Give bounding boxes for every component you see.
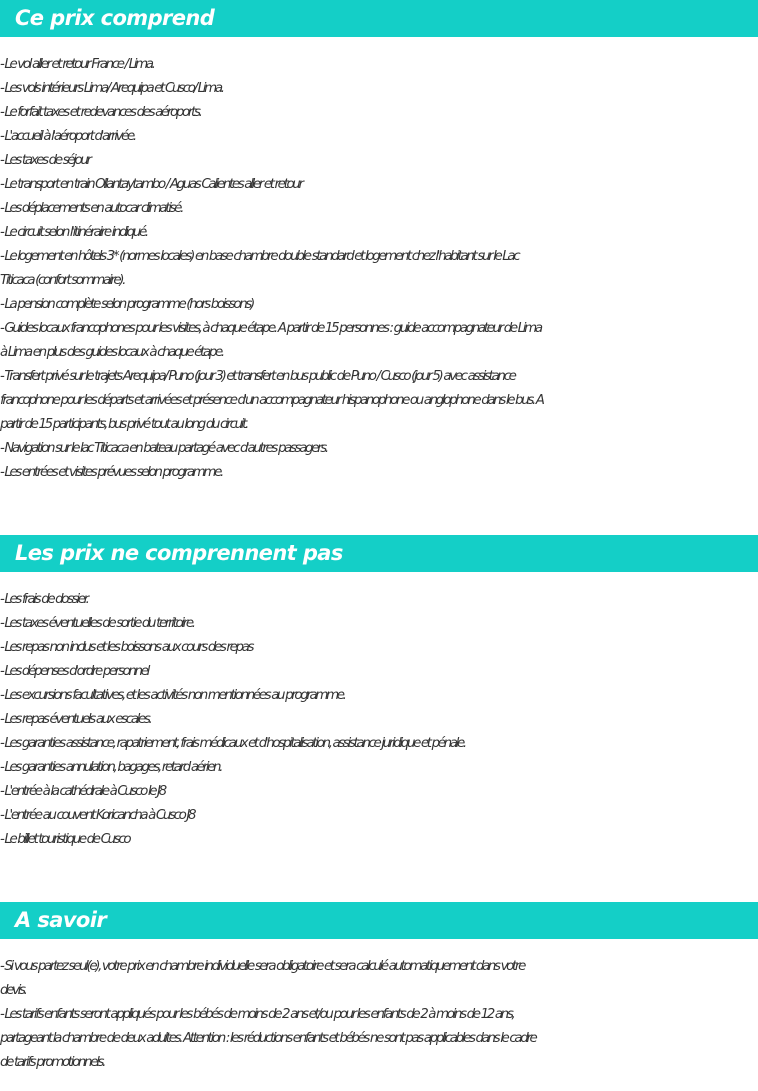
section-body — [0, 53, 758, 485]
list-item-continuation: Titicaca (confort sommaire). — [0, 273, 125, 288]
section-body — [0, 955, 758, 1075]
list-item: - L'entrée au couvent Koricancha à Cusco J8 — [0, 808, 195, 823]
list-item: - Les dépenses d'ordre personnel — [0, 664, 148, 679]
list-item: - Le transport en train Ollantaytambo / Aguas Calientes aller et retour — [0, 177, 302, 192]
list-item: - Les garanties assistance, rapatriement, frais médicaux et d'hospitalisation, assistance juridique et pénale. — [0, 736, 465, 751]
list-item: - Les excursions facultatives, et les activités non mentionnées au programme. — [0, 688, 345, 703]
list-item-continuation: partir de 15 participants, bus privé tout au long du circuit. — [0, 417, 247, 432]
list-item-continuation: francophone pour les départs et arrivées et présence d'un accompagnateur hispanophone ou anglophone dans le bus. A — [0, 393, 543, 408]
list-item: - Si vous partez seul(e), votre prix en chambre individuelle sera obligatoire et sera calculé automatiquement dans votre — [0, 959, 524, 974]
section-title: A savoir — [0, 902, 758, 939]
list-item: - Les déplacements en autocar climatisé. — [0, 201, 182, 216]
list-item: - Les tarifs enfants seront appliqués pour les bébés de moins de 2 ans et/ou pour les enfants de 2 à moins de 12 ans, — [0, 1007, 514, 1022]
list-item: - Le vol aller et retour France / Lima. — [0, 57, 154, 72]
list-item: - Les repas non inclus et les boissons aux cours des repas — [0, 640, 253, 655]
list-item-continuation: partageant la chambre de deux adultes. Attention : les réductions enfants et bébés ne sont pas applicables dans le cadre — [0, 1031, 536, 1046]
list-item: - Le forfait taxes et redevances des aéroports. — [0, 105, 201, 120]
list-item: - L'accueil à l'aéroport d'arrivée. — [0, 129, 135, 144]
list-item: - Les entrées et visites prévues selon programme. — [0, 465, 222, 480]
list-item-continuation: de tarifs promotionnels. — [0, 1055, 104, 1070]
list-item: - Les vols intérieurs Lima/ Arequipa et Cusco/ Lima. — [0, 81, 223, 96]
list-item: - Navigation sur le lac Titicaca en bateau partagé avec d'autres passagers. — [0, 441, 327, 456]
section-included — [0, 0, 758, 485]
list-item: - Les taxes de séjour — [0, 153, 90, 168]
section-good-to-know — [0, 902, 758, 1075]
list-item: - La pension complète selon programme (hors boissons) — [0, 297, 253, 312]
list-item: - Les taxes éventuelles de sortie du territoire. — [0, 616, 194, 631]
section-title: Les prix ne comprennent pas — [0, 535, 758, 572]
section-not-included — [0, 535, 758, 852]
list-item: - Les frais de dossier. — [0, 592, 88, 607]
list-item: - Transfert privé sur le trajets Arequipa/ Puno (jour 3) et transfert en bus public de Puno / Cusco (jour 5) avec assistance — [0, 369, 515, 384]
section-body — [0, 588, 758, 852]
list-item: - L'entrée à la cathédrale à Cusco le J8 — [0, 784, 165, 799]
list-item: - Le billet touristique de Cusco — [0, 832, 130, 847]
list-item-continuation: à Lima en plus des guides locaux à chaque étape. — [0, 345, 223, 360]
list-item-continuation: devis. — [0, 983, 26, 998]
list-item: - Le logement en hôtels 3* (normes locales) en base chambre double standard et logement chez l'habitant sur le Lac — [0, 249, 519, 264]
list-item: - Les garanties annulation, bagages, retard aérien. — [0, 760, 222, 775]
section-title: Ce prix comprend — [0, 0, 758, 37]
list-item: - Le circuit selon l'itinéraire indiqué. — [0, 225, 147, 240]
list-item: - Guides locaux francophones pour les visites, à chaque étape. A partir de 15 personnes : guide accompagnateur de Lima — [0, 321, 541, 336]
list-item: - Les repas éventuels aux escales. — [0, 712, 151, 727]
